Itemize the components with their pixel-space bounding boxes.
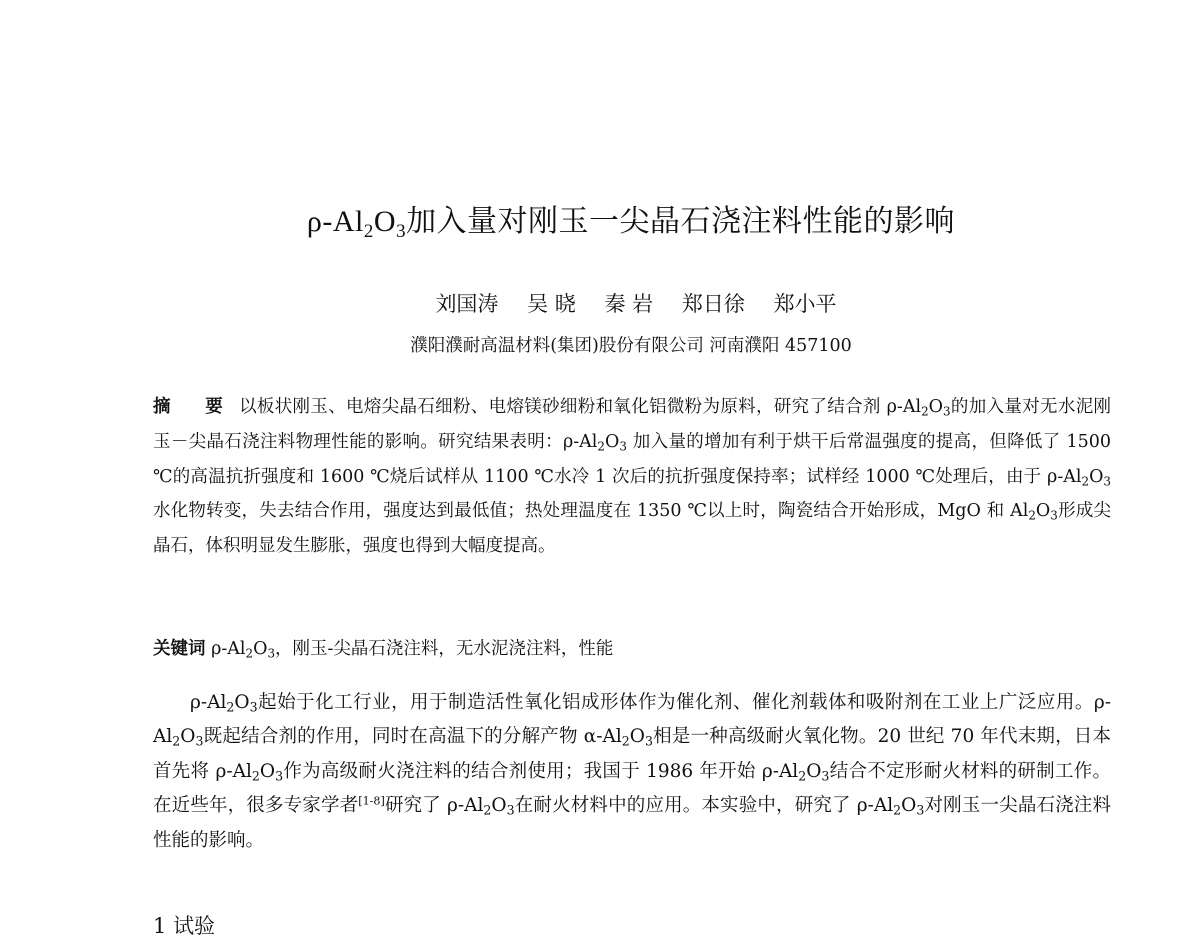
author-name: 刘国涛 [435,292,499,316]
abstract-label: 摘 要 [153,397,238,417]
introduction [153,686,1111,858]
affiliation: 濮阳濮耐高温材料(集团)股份有限公司 河南濮阳 457100 [410,336,852,356]
author-name: 秦 岩 [604,292,654,316]
author-name: 郑日徐 [681,292,745,316]
author-list [0,288,1200,318]
author-name: 郑小平 [773,292,837,316]
keywords-label: 关键词 [153,639,206,659]
paper-title: $\rho-Al_2O_3$加入量对刚玉一尖晶石浇注料性能的影响 [306,205,956,242]
abstract: 摘 要 以板状刚玉、电熔尖晶石细粉、电熔镁砂细粉和氧化铝微粉为原料，研究了结合剂 $\rho-Al_2O_3$的加入量对无水泥刚玉－尖晶石浇注料物理性能的影响。研究结果表明：$\rho-Al_2O_3$ 加入量的增加有利于烘干后常温强度的提高，但降低了 1500 ℃的高温抗折强度和 1600 ℃烧后试样从 1100 ℃水冷 1 次后的抗折强度保持率；试样经 1000 ℃处理后，由于 $\rho-Al_2O_3$水化物转变，失去结合作用，强度达到最低值；热处理温度在 1350 ℃以上时，陶瓷结合开始形成，MgO 和 $Al_2O_3$形成尖晶石，体积明显发生膨胀，强度也得到大幅度提高。 [153,397,1112,557]
intro-paragraph: $\rho-Al_2O_3$起始于化工行业，用于制造活性氧化铝成形体作为催化剂、催化剂载体和吸附剂在工业上广泛应用。$\rho-Al_2O_3$既起结合剂的作用，同时在高温下的分解产物 $\alpha-Al_2O_3$相是一种高级耐火氧化物。20 世纪 70 年代末期，日本首先将 $\rho-Al_2O_3$作为高级耐火浇注料的结合剂使用；我国于 1986 年开始 $\rho-Al_2O_3$结合不定形耐火材料的研制工作。在近些年，很多专家学者[1-8]研究了 $\rho-Al_2O_3$在耐火材料中的应用。本实验中，研究了 $\rho-Al_2O_3$对刚玉一尖晶石浇注料性能的影响。 [153,692,1111,851]
author-name: 吴 晓 [527,292,576,316]
section-heading: 1 试验 [153,914,216,938]
citation-ref: [1-8] [358,794,385,808]
keywords: 关键词 $\rho-Al_2O_3$，刚玉-尖晶石浇注料，无水泥浇注料，性能 [153,639,614,661]
